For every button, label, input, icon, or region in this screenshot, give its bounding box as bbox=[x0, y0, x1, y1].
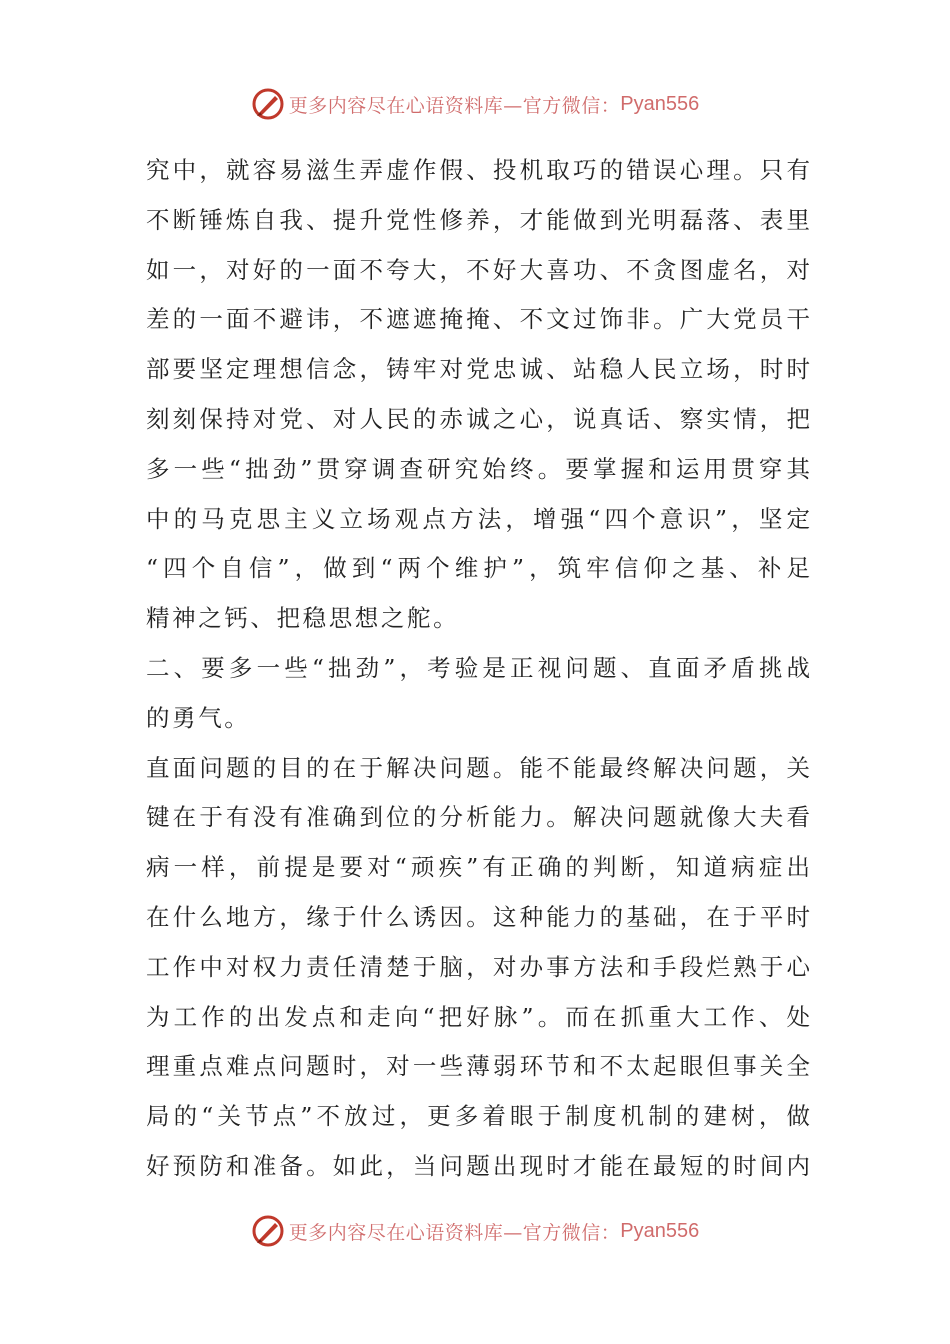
text-line: 工作中对权力责任清楚于脑，对办事方法和手段烂熟于心 bbox=[146, 952, 810, 981]
text-line: 中的马克思主义立场观点方法，增强“四个意识”，坚定 bbox=[146, 504, 810, 533]
text-line: “四个自信”，做到“两个维护”，筑牢信仰之基、补足 bbox=[146, 554, 810, 583]
text-line: 究中，就容易滋生弄虚作假、投机取巧的错误心理。只有 bbox=[146, 156, 810, 184]
text-line: 键在于有没有准确到位的分析能力。解决问题就像大夫看 bbox=[146, 803, 810, 832]
text-line: 理重点难点问题时，对一些薄弱环节和不太起眼但事关全 bbox=[146, 1052, 810, 1081]
text-line: 直面问题的目的在于解决问题。能不能最终解决问题，关 bbox=[146, 753, 810, 782]
quill-logo-icon bbox=[251, 87, 285, 121]
section-heading-line: 二、要多一些“拙劲”，考验是正视问题、直面矛盾挑战 bbox=[146, 653, 810, 682]
footer-banner bbox=[0, 1211, 950, 1251]
text-line: 不断锤炼自我、提升党性修养，才能做到光明磊落、表里 bbox=[146, 205, 810, 234]
footer-wechat: Pyan556 bbox=[620, 1219, 700, 1242]
footer-text: 更多内容尽在心语资料库—官方微信： bbox=[288, 1221, 621, 1244]
text-line: 病一样，前提是要对“顽疾”有正确的判断，知道病症出 bbox=[146, 853, 810, 882]
text-line: 如一，对好的一面不夸大，不好大喜功、不贪图虚名，对 bbox=[146, 255, 810, 284]
document-body bbox=[146, 146, 810, 1192]
text-line: 多一些“拙劲”贯穿调查研究始终。要掌握和运用贯穿其 bbox=[146, 454, 810, 483]
text-line: 好预防和准备。如此，当问题出现时才能在最短的时间内 bbox=[146, 1151, 810, 1180]
text-line: 在什么地方，缘于什么诱因。这种能力的基础，在于平时 bbox=[146, 902, 810, 931]
text-line: 局的“关节点”不放过，更多着眼于制度机制的建树，做 bbox=[146, 1102, 810, 1131]
text-line: 为工作的出发点和走向“把好脉”。而在抓重大工作、处 bbox=[146, 1002, 810, 1031]
text-line: 差的一面不避讳，不遮遮掩掩、不文过饰非。广大党员干 bbox=[146, 305, 810, 334]
quill-logo-icon bbox=[251, 1214, 285, 1248]
text-line: 刻刻保持对党、对人民的赤诚之心，说真话、察实情，把 bbox=[146, 404, 810, 433]
header-wechat: Pyan556 bbox=[620, 92, 700, 115]
section-heading-line: 的勇气。 bbox=[146, 703, 251, 732]
header-banner bbox=[0, 84, 950, 124]
text-line: 精神之钙、把稳思想之舵。 bbox=[146, 604, 460, 633]
header-text: 更多内容尽在心语资料库—官方微信： bbox=[288, 94, 621, 117]
text-line: 部要坚定理想信念，铸牢对党忠诚、站稳人民立场，时时 bbox=[146, 355, 810, 384]
